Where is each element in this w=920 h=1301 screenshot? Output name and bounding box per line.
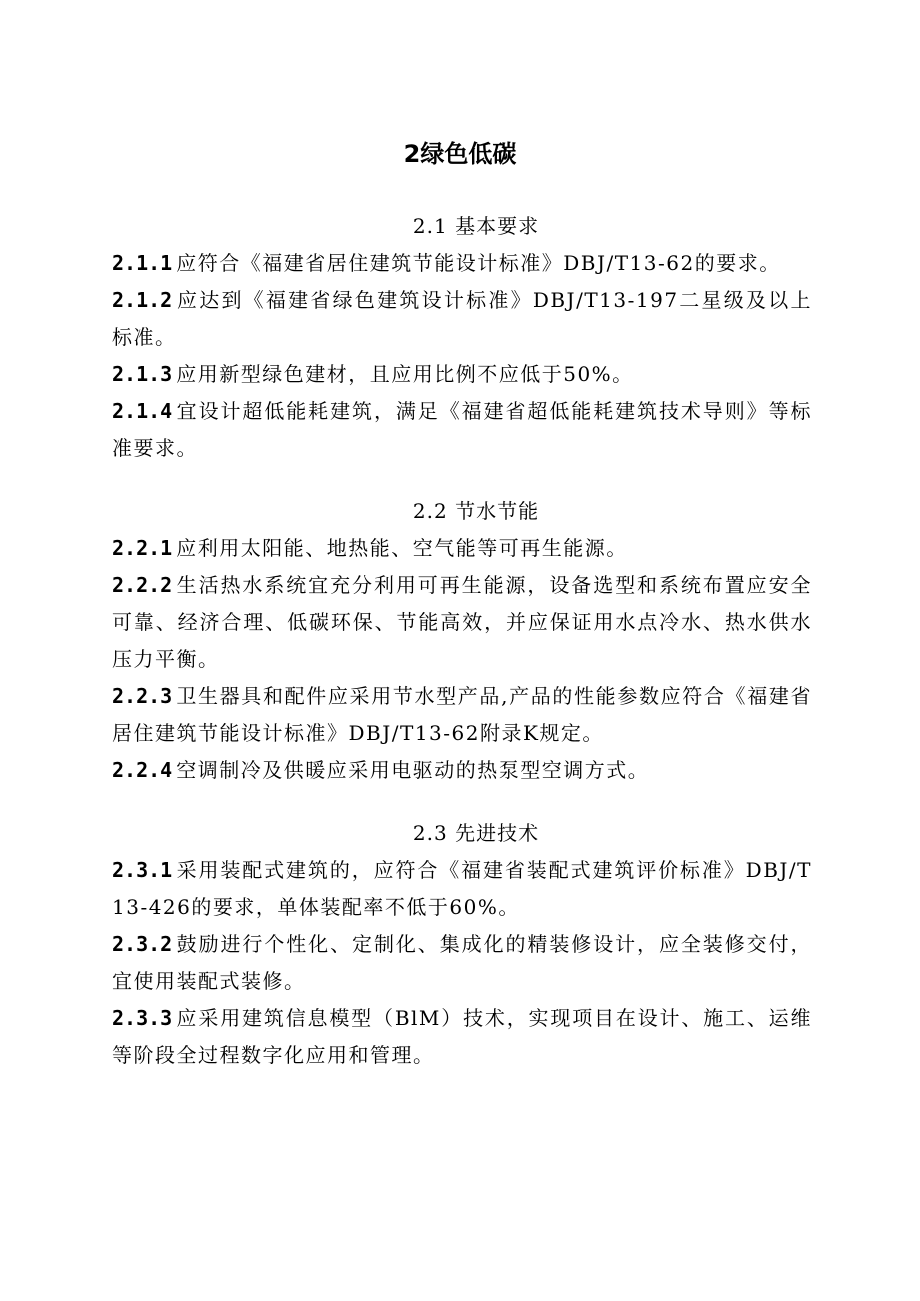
clause-number: 2.1.2 (112, 288, 173, 312)
clause-number: 2.2.1 (112, 536, 173, 560)
clause (112, 393, 812, 467)
clause-text: 采用装配式建筑的，应符合《福建省装配式建筑评价标准》DBJ/T13-426的要求，单体装配率不低于60%。 (112, 858, 812, 919)
clause-text: 应利用太阳能、地热能、空气能等可再生能源。 (176, 536, 628, 560)
clause-number: 2.2.2 (112, 573, 173, 597)
clause-text: 卫生器具和配件应采用节水型产品,产品的性能参数应符合《福建省居住建筑节能设计标准》DBJ/T13-62附录K规定。 (112, 684, 812, 745)
clause (112, 852, 812, 926)
clause (112, 567, 812, 678)
clause-number: 2.2.4 (112, 758, 173, 782)
clause (112, 282, 812, 356)
clause-number: 2.3.3 (112, 1006, 173, 1030)
clause-number: 2.3.2 (112, 932, 173, 956)
document-body (112, 208, 812, 1100)
section-basic-requirements (112, 208, 812, 467)
clause (112, 678, 812, 752)
section-water-energy-saving (112, 493, 812, 789)
clause-text: 鼓励进行个性化、定制化、集成化的精装修设计，应全装修交付，宜使用装配式装修。 (112, 932, 812, 993)
clause-text: 空调制冷及供暖应采用电驱动的热泵型空调方式。 (176, 758, 650, 782)
clause (112, 356, 812, 393)
clause (112, 245, 812, 282)
clause (112, 1000, 812, 1074)
section-title: 2.1 基本要求 (412, 214, 540, 238)
clause (112, 752, 812, 789)
clause-text: 宜设计超低能耗建筑，满足《福建省超低能耗建筑技术导则》等标准要求。 (112, 399, 812, 460)
clause-number: 2.3.1 (112, 858, 173, 882)
clause-number: 2.1.4 (112, 399, 173, 423)
section-title: 2.3 先进技术 (412, 821, 540, 845)
clause-text: 生活热水系统宜充分利用可再生能源，设备选型和系统布置应安全可靠、经济合理、低碳环保、节能高效，并应保证用水点冷水、热水供水压力平衡。 (112, 573, 812, 671)
clause-number: 2.1.3 (112, 362, 173, 386)
clause-text: 应采用建筑信息模型（BlM）技术，实现项目在设计、施工、运维等阶段全过程数字化应用和管理。 (112, 1006, 812, 1067)
clause-number: 2.1.1 (112, 251, 173, 275)
clause-text: 应达到《福建省绿色建筑设计标准》DBJ/T13-197二星级及以上标准。 (112, 288, 812, 349)
clause (112, 926, 812, 1000)
clause-text: 应用新型绿色建材，且应用比例不应低于50%。 (176, 362, 634, 386)
section-title: 2.2 节水节能 (412, 499, 540, 523)
clause-text: 应符合《福建省居住建筑节能设计标准》DBJ/T13-62的要求。 (176, 251, 781, 275)
clause-number: 2.2.3 (112, 684, 173, 708)
clause (112, 530, 812, 567)
section-advanced-technology (112, 815, 812, 1074)
chapter-title: 2绿色低碳 (403, 140, 517, 168)
